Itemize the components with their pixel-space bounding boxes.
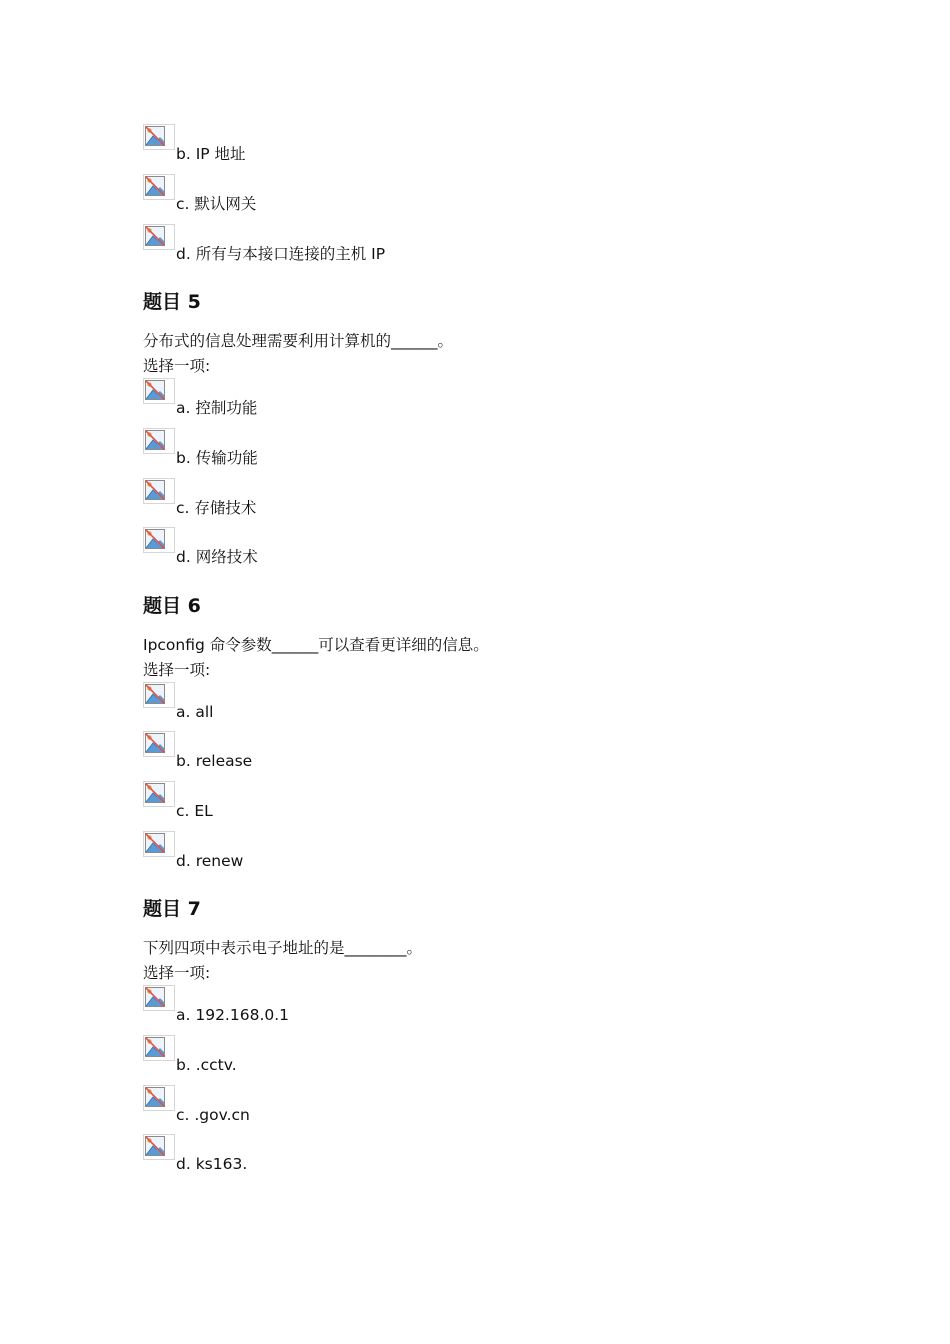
- option-row[interactable]: [143, 174, 843, 216]
- broken-image-icon: [143, 781, 175, 807]
- broken-image-icon: [143, 1085, 175, 1111]
- option-label: a. 192.168.0.1: [176, 1006, 290, 1024]
- broken-image-icon: [143, 1134, 175, 1160]
- option-row[interactable]: [143, 731, 843, 773]
- question-title: 题目 6: [143, 595, 201, 617]
- option-row[interactable]: [143, 1085, 843, 1127]
- option-row[interactable]: [143, 478, 843, 520]
- question-text: 下列四项中表示电子地址的是________。: [143, 939, 423, 957]
- broken-image-icon: [143, 174, 175, 200]
- option-label: d. 网络技术: [176, 548, 258, 566]
- broken-image-icon: [143, 478, 175, 504]
- option-row[interactable]: [143, 428, 843, 470]
- option-label: d. 所有与本接口连接的主机 IP: [176, 245, 386, 263]
- question-title: 题目 7: [143, 898, 201, 920]
- option-row[interactable]: [143, 1134, 843, 1176]
- question-prompt: 选择一项:: [143, 357, 211, 375]
- option-row[interactable]: [143, 682, 843, 724]
- broken-image-icon: [143, 1035, 175, 1061]
- broken-image-icon: [143, 428, 175, 454]
- broken-image-icon: [143, 378, 175, 404]
- option-row[interactable]: [143, 985, 843, 1027]
- option-row[interactable]: [143, 527, 843, 569]
- option-label: d. renew: [176, 852, 244, 870]
- option-label: b. .cctv.: [176, 1056, 237, 1074]
- option-label: c. 默认网关: [176, 195, 257, 213]
- broken-image-icon: [143, 224, 175, 250]
- option-label: c. 存储技术: [176, 499, 257, 517]
- broken-image-icon: [143, 527, 175, 553]
- broken-image-icon: [143, 124, 175, 150]
- option-label: d. ks163.: [176, 1155, 248, 1173]
- option-label: a. all: [176, 703, 214, 721]
- option-row[interactable]: [143, 1035, 843, 1077]
- broken-image-icon: [143, 831, 175, 857]
- broken-image-icon: [143, 985, 175, 1011]
- question-prompt: 选择一项:: [143, 964, 211, 982]
- question-text: 分布式的信息处理需要利用计算机的______。: [143, 332, 454, 350]
- question-text: Ipconfig 命令参数______可以查看更详细的信息。: [143, 636, 489, 654]
- option-row[interactable]: [143, 831, 843, 873]
- broken-image-icon: [143, 682, 175, 708]
- option-label: b. IP 地址: [176, 145, 246, 163]
- question-prompt: 选择一项:: [143, 661, 211, 679]
- broken-image-icon: [143, 731, 175, 757]
- option-row[interactable]: [143, 224, 843, 266]
- option-row[interactable]: [143, 378, 843, 420]
- option-label: b. 传输功能: [176, 449, 258, 467]
- option-label: a. 控制功能: [176, 399, 258, 417]
- option-label: c. EL: [176, 802, 213, 820]
- question-title: 题目 5: [143, 291, 201, 313]
- option-row[interactable]: [143, 781, 843, 823]
- option-label: b. release: [176, 752, 253, 770]
- option-row[interactable]: [143, 124, 843, 166]
- option-label: c. .gov.cn: [176, 1106, 250, 1124]
